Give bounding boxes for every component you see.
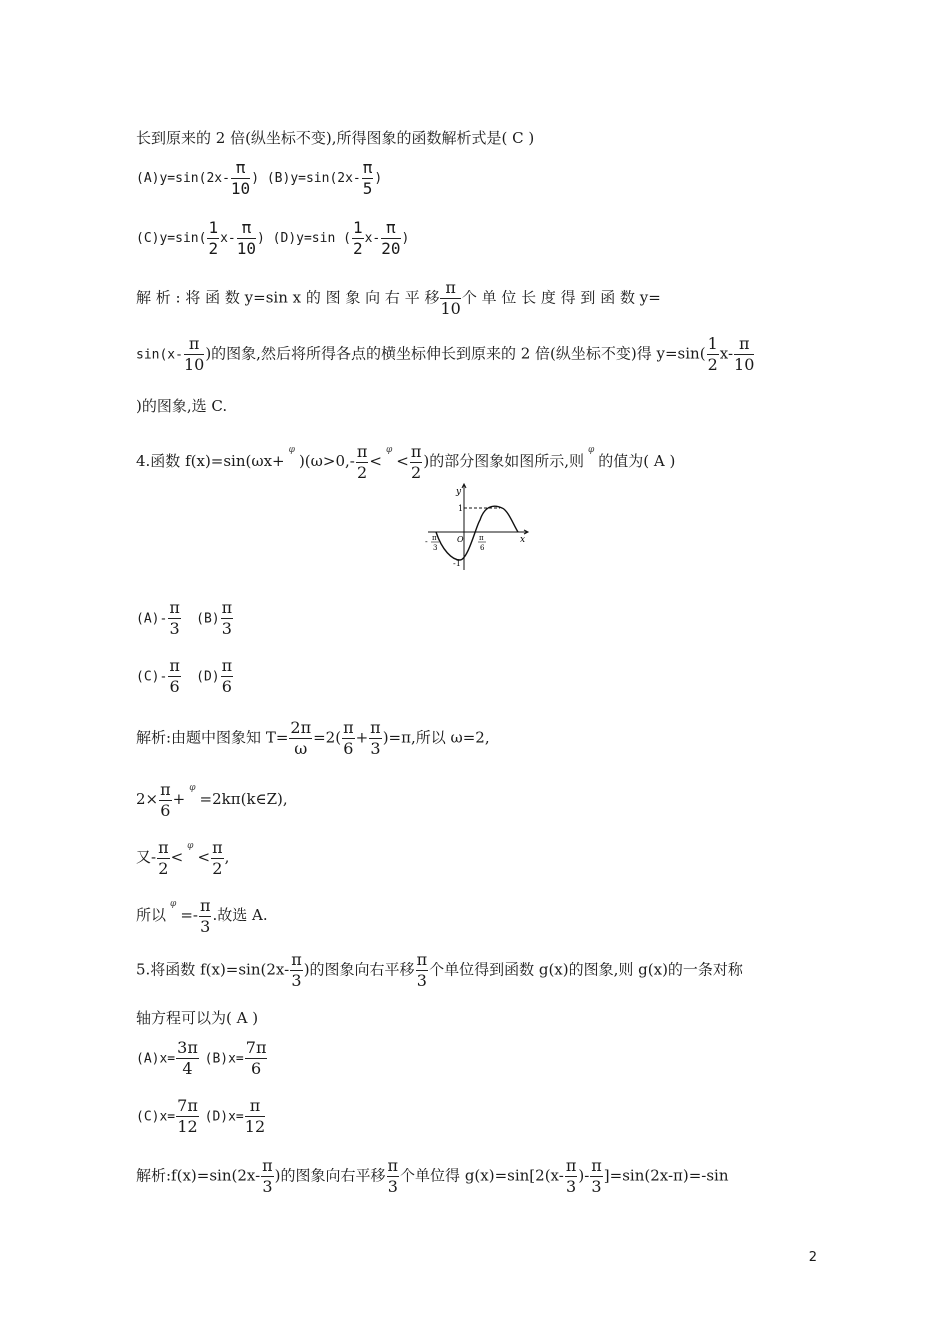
phi-symbol: φ	[385, 445, 393, 455]
q4-solution-line2: 2× $\frac{\pi}{6}$ +$^\varphi$=2kπ(k∈Z),	[136, 779, 288, 820]
question-4: 4.函数 f(x)=sin(ωx+$^\varphi$)(ω>0,- $\frac{\pi}{2}$ <$^\varphi$< $\frac{\pi}{2}$ )的部分图象如图所示,则$^\varphi$的值为( A )	[136, 441, 676, 482]
page-number: 2	[808, 1250, 817, 1265]
fraction: $\frac{1}{2}$	[707, 334, 718, 374]
q4-solution-line1: 解析:由题中图象知 T= $\frac{2\pi}{\omega}$ =2( $\frac{\pi}{6}$ + $\frac{\pi}{3}$ )=π,所以 ω=2,	[136, 718, 490, 758]
fraction: $\frac{\pi}{3}$	[387, 1156, 399, 1196]
q4-options-ab: (A)- $\frac{\pi}{3}$ (B) $\frac{\pi}{3}$	[136, 598, 233, 638]
phi-symbol: φ	[187, 841, 194, 851]
q3-solution-line3: )的图象,选 C.	[136, 397, 228, 415]
tick-neg-one: -1	[453, 559, 461, 568]
q3-options-ab: (A)y=sin(2x- $\frac{\pi}{10}$ ) (B)y=sin(2x- $\frac{\pi}{5}$ )	[136, 158, 383, 198]
tick-one: 1	[458, 504, 464, 513]
fraction: $\frac{7\pi}{12}$	[177, 1096, 198, 1136]
question-5-line2: 轴方程可以为( A )	[136, 1009, 259, 1027]
fraction: $\frac{\pi}{5}$	[362, 158, 373, 198]
origin-label: O	[457, 535, 464, 544]
q5-options-ab: (A)x= $\frac{3\pi}{4}$ (B)x= $\frac{7\pi}{6}$	[136, 1038, 267, 1078]
q3-solution-line2: sin(x- $\frac{\pi}{10}$ )的图象,然后将所得各点的横坐标伸长到原来的 2 倍(纵坐标不变)得 y=sin( $\frac{1}{2}$ x- $\frac{\pi}{10}$	[136, 334, 755, 374]
fraction: $\frac{\pi}{10}$	[183, 334, 205, 374]
fraction: $\frac{\pi}{6}$	[343, 718, 354, 758]
fraction: $\frac{\pi}{3}$	[416, 950, 428, 990]
fraction: $\frac{7\pi}{6}$	[245, 1038, 267, 1078]
question-5: 5.将函数 f(x)=sin(2x- $\frac{\pi}{3}$ )的图象向右平移 $\frac{\pi}{3}$ 个单位得到函数 g(x)的图象,则 g(x)的一条对称	[136, 950, 743, 990]
q4-solution-line4: 所以$^\varphi$=- $\frac{\pi}{3}$ .故选 A.	[136, 895, 268, 936]
fraction: $\frac{\pi}{6}$	[221, 656, 233, 696]
fraction: $\frac{\pi}{2}$	[212, 837, 223, 878]
fraction: $\frac{\pi}{3}$	[370, 718, 381, 758]
phi-symbol: φ	[587, 445, 595, 455]
fraction: $\frac{\pi}{2}$	[158, 837, 169, 878]
q5-options-cd: (C)x= $\frac{7\pi}{12}$ (D)x= $\frac{\pi}{12}$	[136, 1096, 266, 1136]
fraction: $\frac{\pi}{3}$	[291, 950, 302, 990]
y-label: y	[456, 487, 462, 497]
phi-symbol: φ	[189, 783, 196, 793]
q3-solution-line1: 解 析 : 将 函 数 y=sin x 的 图 象 向 右 平 移 $\frac{\pi}{10}$ 个 单 位 长 度 得 到 函 数 y=	[136, 278, 661, 318]
fraction: $\frac{\pi}{3}$	[262, 1156, 273, 1196]
right-tick-num: π	[479, 534, 484, 542]
q4-options-cd: (C)- $\frac{\pi}{6}$ (D) $\frac{\pi}{6}$	[136, 656, 233, 696]
sine-curve	[436, 506, 518, 560]
fraction: $\frac{\pi}{3}$	[565, 1156, 577, 1196]
fraction: $\frac{\pi}{3}$	[591, 1156, 602, 1196]
option-d-text: ) (D)y=sin (	[257, 231, 351, 246]
left-tick-den: 3	[433, 544, 438, 552]
fraction: $\frac{2\pi}{\omega}$	[290, 718, 312, 758]
fraction: $\frac{\pi}{20}$	[381, 218, 401, 258]
fraction: $\frac{\pi}{2}$	[356, 441, 368, 482]
fraction: $\frac{\pi}{6}$	[169, 656, 180, 696]
q4-solution-line3: 又- $\frac{\pi}{2}$ <$^\varphi$< $\frac{\pi}{2}$ ,	[136, 837, 230, 878]
fraction: $\frac{\pi}{2}$	[410, 441, 422, 482]
q5-solution-line1: 解析:f(x)=sin(2x- $\frac{\pi}{3}$ )的图象向右平移 $\frac{\pi}{3}$ 个单位得 g(x)=sin[2(x- $\frac{\pi}{3}$ )- $\frac{\pi}{3}$ ]=sin(2x-π)=-sin	[136, 1156, 729, 1196]
fraction: $\frac{1}{2}$	[208, 218, 219, 258]
fraction: $\frac{\pi}{10}$	[230, 158, 251, 198]
phi-symbol: φ	[170, 899, 177, 909]
x-label: x	[520, 535, 526, 545]
fraction: $\frac{\pi}{10}$	[734, 334, 755, 374]
fraction: $\frac{\pi}{3}$	[199, 895, 211, 936]
fraction: $\frac{\pi}{12}$	[244, 1096, 266, 1136]
right-tick-den: 6	[480, 544, 485, 552]
fraction: $\frac{\pi}{3}$	[221, 598, 233, 638]
sine-graph	[420, 480, 532, 572]
fraction: $\frac{\pi}{10}$	[440, 278, 461, 318]
option-b-text: ) (B)y=sin(2x-	[251, 171, 361, 186]
left-tick-sign: -	[425, 537, 428, 546]
fraction: $\frac{1}{2}$	[352, 218, 363, 258]
q3-continuation: 长到原来的 2 倍(纵坐标不变),所得图象的函数解析式是( C )	[136, 129, 535, 147]
left-tick-num: π	[432, 534, 437, 542]
fraction: $\frac{\pi}{6}$	[160, 779, 171, 820]
fraction: $\frac{3\pi}{4}$	[177, 1038, 198, 1078]
q3-options-cd: (C)y=sin( $\frac{1}{2}$ x- $\frac{\pi}{10}$ ) (D)y=sin ( $\frac{1}{2}$ x- $\frac{\pi}{20}$ )	[136, 218, 410, 258]
fraction: $\frac{\pi}{10}$	[236, 218, 257, 258]
fraction: $\frac{\pi}{3}$	[169, 598, 180, 638]
option-a-text: (A)y=sin(2x-	[136, 171, 230, 186]
phi-symbol: φ	[288, 445, 295, 455]
option-c-text: (C)y=sin(	[136, 231, 207, 246]
